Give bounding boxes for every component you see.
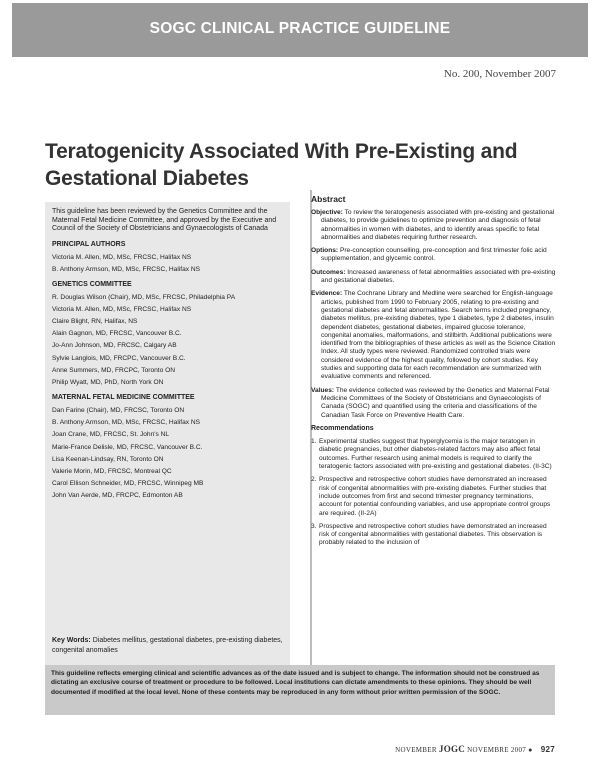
abstract-evidence [311, 290, 556, 381]
abstract-objective [311, 209, 556, 242]
committee-member: Valerie Morin, MD, FRCSC, Montreal QC [52, 467, 172, 475]
key-words [45, 633, 290, 661]
options-label: Options: [311, 247, 339, 255]
committee-member: Carol Ellison Schneider, MD, FRCSC, Winnipeg MB [52, 480, 204, 488]
recommendation-item [311, 476, 556, 517]
values-text: The evidence collected was reviewed by the Genetics and Maternal Fetal Medicine Committees of the Society of Obstetricians and Gynaecologists of Canada (SOGC) and quantified using the criteria and classifications of the Canadian Task Force on Preventive Health Care. [321, 386, 550, 419]
footer-bullet: ● [528, 746, 533, 754]
committee-member: Joan Crane, MD, FRCSC, St. John's NL [52, 431, 170, 439]
recommendation-number: 3. [311, 522, 317, 530]
abstract-outcomes [311, 269, 556, 286]
recommendation-text: Prospective and retrospective cohort studies have demonstrated an increased risk of congenital abnormalities with gestational diabetes. This observation is probably related to the inclusion of [319, 522, 547, 547]
abstract-values [311, 387, 556, 420]
objective-label: Objective: [311, 209, 343, 216]
committee-member: Alain Gagnon, MD, FRCSC, Vancouver B.C. [52, 330, 182, 338]
evidence-label: Evidence: [311, 290, 343, 298]
key-words-text: Diabetes mellitus, gestational diabetes, pre-existing diabetes, congenital anomalies [52, 637, 283, 654]
options-text: Pre-conception counselling, pre-conception and first trimester folic acid supplementation, and glycemic control. [321, 247, 547, 263]
principal-authors-heading: PRINCIPAL AUTHORS [52, 240, 126, 248]
key-words-label: Key Words: [52, 637, 91, 644]
committee-member: Marie-France Delisle, MD, FRCSC, Vancouver B.C. [52, 443, 203, 451]
abstract-options [311, 247, 556, 264]
committee-member: Philip Wyatt, MD, PhD, North York ON [52, 379, 164, 386]
committee-member: Jo-Ann Johnson, MD, FRCSC, Calgary AB [52, 342, 177, 350]
objective-text: To review the teratogenesis associated with pre-existing and gestational diabetes, to provide guidelines to optimize prevention and diagnosis of fetal abnormalities in women with diabetes, and to identify areas specific to fetal abnormalities and diabetes requiring further research. [321, 209, 555, 241]
genetics-committee-heading: GENETICS COMMITTEE [52, 280, 132, 288]
evidence-text: The Cochrane Library and Medline were searched for English-language articles, published from 1990 to February 2005, relating to pre-existing and gestational diabetes and fetal abnormalities. Search terms included pregnancy, diabetes mellitus, pre-existing diabetes, type 1 diabetes, type 2 diabetes, insulin dependent diabetes, gestational diabetes, impaired glucose tolerance, congenital anomalies, malformations, and stillbirth. Additional publications were identified from the bibliographies of these articles as well as the Science Citation Index. All study types were reviewed. Randomized controlled trials were considered evidence of the highest quality, followed by cohort studies. Key studies and supporting data for each recommendation are summarized with evaluative comments and referenced. [321, 290, 556, 381]
guideline-banner [12, 3, 588, 57]
principal-author: B. Anthony Armson, MD, MSc, FRCSC, Halifax NS [52, 265, 201, 273]
committee-member: B. Anthony Armson, MD, MSc, FRCSC, Halifax NS [52, 419, 201, 427]
footer-month-fr: NOVEMBRE 2007 [467, 746, 527, 754]
page-number: 927 [540, 745, 555, 754]
mfm-committee-heading: MATERNAL FETAL MEDICINE COMMITTEE [52, 394, 195, 401]
recommendation-text: Prospective and retrospective cohort studies have demonstrated an increased risk of congenital abnormalities with pre-existing diabetes. Further studies that include outcomes from first and second trimester pregnancy terminations, account for potential confounding variables, and use appropriate control groups are required. (II-2A) [319, 476, 551, 517]
committee-member: Lisa Keenan-Lindsay, RN, Toronto ON [52, 455, 164, 463]
outcomes-text: Increased awareness of fetal abnormalities associated with pre-existing and gestational diabetes. [321, 268, 556, 285]
committee-member: Dan Farine (Chair), MD, FRCSC, Toronto ON [52, 407, 185, 414]
abstract-body [311, 209, 556, 553]
committee-member: Anne Summers, MD, FRCPC, Toronto ON [52, 366, 175, 374]
footer-month-en: NOVEMBER [395, 746, 437, 754]
committee-member: Claire Blight, RN, Halifax, NS [52, 318, 138, 326]
committee-member: Victoria M. Allen, MD, MSc, FRCSC, Halifax NS [52, 305, 192, 313]
recommendation-text: Experimental studies suggest that hyperglycemia is the major teratogen in diabetic pregnancies, but other diabetes-related factors may also affect fetal outcomes. Further research using animal models is required to clarify the teratogenic factors associated with pre-existing and gestational diabetes. (II-3C) [319, 438, 552, 471]
issue-number: No. 200, November 2007 [443, 68, 556, 80]
committee-box [45, 202, 290, 670]
abstract-heading: Abstract [311, 194, 346, 204]
committee-member: John Van Aerde, MD, FRCPC, Edmonton AB [52, 492, 183, 500]
article-title: Teratogenicity Associated With Pre-Existing and Gestational Diabetes [45, 140, 518, 190]
committee-member: R. Douglas Wilson (Chair), MD, MSc, FRCSC, Philadelphia PA [52, 293, 236, 301]
recommendation-number: 2. [311, 476, 317, 484]
recommendations-heading: Recommendations [311, 424, 374, 432]
recommendation-number: 1. [311, 438, 317, 446]
committee-member: Sylvie Langlois, MD, FRCPC, Vancouver B.C. [52, 354, 186, 362]
banner-title: SOGC CLINICAL PRACTICE GUIDELINE [149, 20, 451, 37]
outcomes-label: Outcomes: [311, 268, 346, 276]
recommendation-item [311, 523, 556, 548]
recommendation-item [311, 438, 556, 471]
review-statement: This guideline has been reviewed by the Genetics Committee and the Maternal Fetal Medicine Committee, and approved by the Executive and Council of the Society of Obstetricians and Gynaecologists of Canada [52, 208, 277, 232]
journal-name: JOGC [438, 744, 466, 754]
page-footer [395, 744, 555, 754]
disclaimer-box: This guideline reflects emerging clinical and scientific advances as of the date issued and is subject to change. The information should not be construed as dictating an exclusive course of treatment or procedure to be followed. Local institutions can dictate amendments to these opinions. They should be well documented if modified at the local level. None of these contents may be reproduced in any form without prior written permission of the SOGC. [45, 665, 555, 715]
values-label: Values: [311, 386, 335, 394]
principal-author: Victoria M. Allen, MD, MSc, FRCSC, Halifax NS [52, 253, 192, 261]
